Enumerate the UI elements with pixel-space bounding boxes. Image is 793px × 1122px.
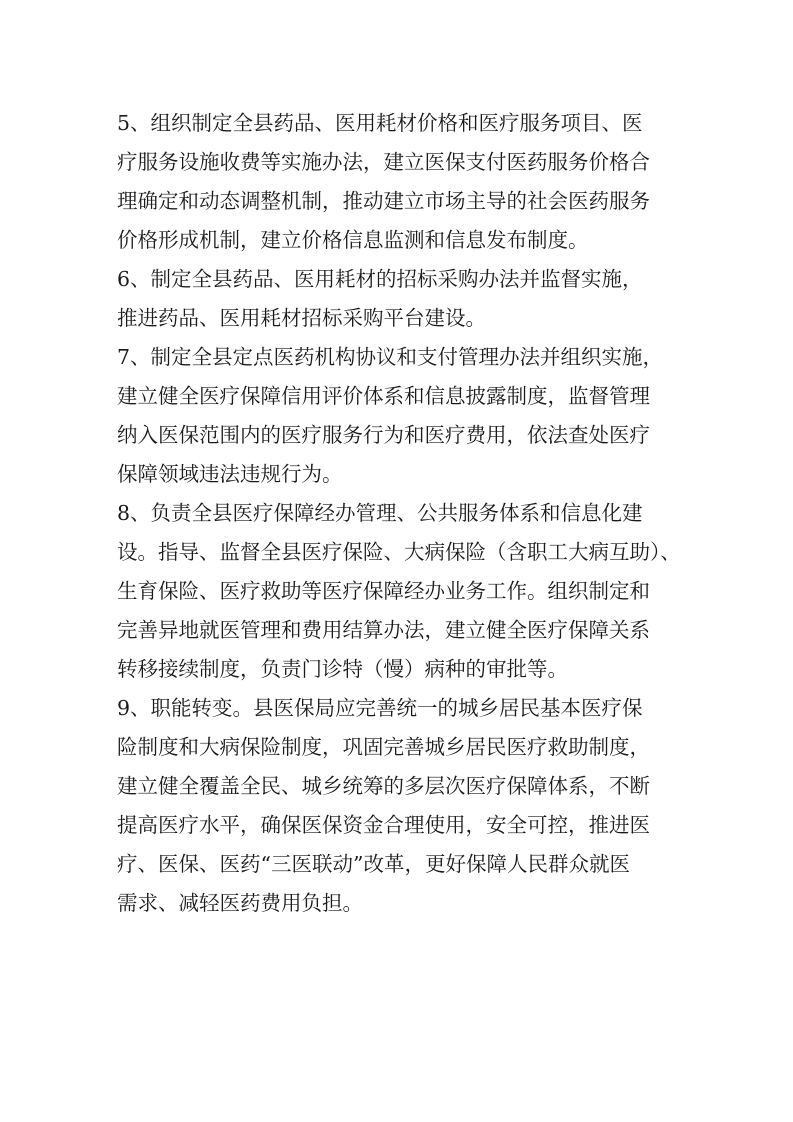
text-line: 险制度和大病保险制度，巩固完善城乡居民医疗救助制度， [117, 735, 650, 759]
text-line: 转移接续制度，负责门诊特（慢）病种的审批等。 [117, 657, 568, 681]
text-line: 完善异地就医管理和费用结算办法，建立健全医疗保障关系 [117, 618, 650, 642]
text-line: 理确定和动态调整机制，推动建立市场主导的社会医药服务 [117, 189, 650, 213]
document-body [117, 104, 681, 923]
text-line: 疗、医保、医药“三医联动”改革，更好保障人民群众就医 [117, 852, 630, 876]
text-line: 需求、减轻医药费用负担。 [117, 891, 363, 915]
text-line: 疗服务设施收费等实施办法，建立医保支付医药服务价格合 [117, 150, 650, 174]
text-line: 纳入医保范围内的医疗服务行为和医疗费用，依法查处医疗 [117, 423, 650, 447]
text-line: 保障领域违法违规行为。 [117, 462, 343, 486]
text-line: 建立健全覆盖全民、城乡统筹的多层次医疗保障体系，不断 [117, 774, 650, 798]
text-line: 7、制定全县定点医药机构协议和支付管理办法并组织实施， [117, 345, 664, 369]
paragraph-item-6 [117, 260, 677, 338]
text-line: 8、负责全县医疗保障经办管理、公共服务体系和信息化建 [117, 501, 643, 525]
text-line: 生育保险、医疗救助等医疗保障经办业务工作。组织制定和 [117, 579, 650, 603]
paragraph-item-5 [117, 104, 677, 260]
text-line: 6、制定全县药品、医用耗材的招标采购办法并监督实施， [117, 267, 643, 291]
text-line: 9、职能转变。县医保局应完善统一的城乡居民基本医疗保 [117, 696, 643, 720]
text-line: 推进药品、医用耗材招标采购平台建设。 [117, 306, 486, 330]
paragraph-item-8 [117, 494, 681, 689]
text-line: 提高医疗水平，确保医保资金合理使用，安全可控，推进医 [117, 813, 650, 837]
text-line: 价格形成机制，建立价格信息监测和信息发布制度。 [117, 228, 589, 252]
paragraph-item-7 [117, 338, 677, 494]
text-line: 5、组织制定全县药品、医用耗材价格和医疗服务项目、医 [117, 111, 643, 135]
text-line: 建立健全医疗保障信用评价体系和信息披露制度，监督管理 [117, 384, 650, 408]
text-line: 设。指导、监督全县医疗保险、大病保险（含职工大病互助）、 [117, 540, 681, 564]
paragraph-item-9 [117, 689, 677, 923]
